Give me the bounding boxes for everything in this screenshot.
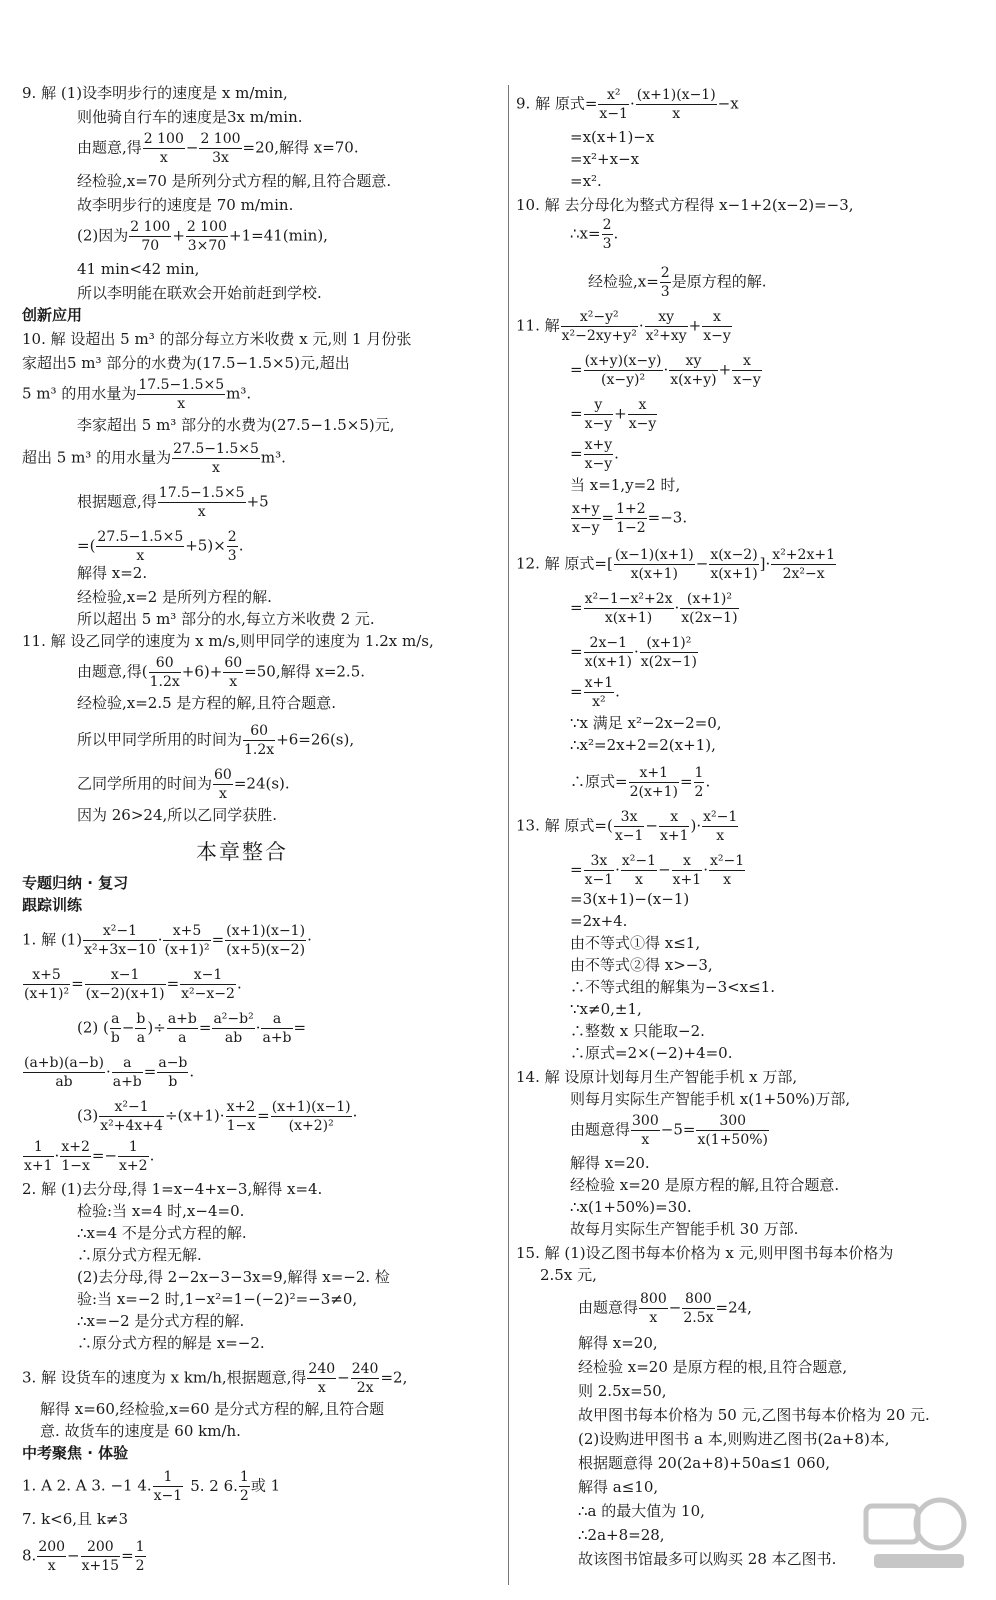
q2-line4: ∴原分式方程无解. <box>77 1246 202 1264</box>
heading-innovation: 创新应用 <box>22 306 83 324</box>
chapter-title: 本章整合 <box>196 840 288 864</box>
q1-line4: $\frac{(a+b)(a-b)}{ab}$ · $\frac{a}{a+b}$ = $\frac{a-b}{b}$ . <box>24 1055 195 1090</box>
r15-line7: 故甲图书每本价格为 50 元,乙图书每本价格为 20 元. <box>578 1406 930 1424</box>
q1-line1: 1. 解 (1) $\frac{\text{x²−1}}{\text{x²+3x−10}}$ · $\frac{x+5}{\text{(x+1)²}}$ = $\frac{(x+1)(x-1)}{(x+5)(x-2)}$ · <box>22 923 312 958</box>
r13-line1: 13. 解 原式=( $\frac{3x}{x-1}$ − $\frac{x}{x+1}$ )· $\frac{\text{x²−1}}{x}$ <box>516 809 738 844</box>
r11-line5: 当 x=1,y=2 时, <box>570 476 681 494</box>
p10-line3: 5 m³ 的用水量为 $\frac{17.5-1.5\times 5}{x}$ m³. <box>22 377 252 412</box>
r10-line1: 10. 解 去分母化为整式方程得 x−1+2(x−2)=−3, <box>516 196 854 214</box>
r15-line5: 经检验 x=20 是原方程的根,且符合题意, <box>578 1358 848 1376</box>
r15-line11: ∴a 的最大值为 10, <box>578 1502 705 1520</box>
q2-line2: 检验:当 x=4 时,x−4=0. <box>77 1202 245 1220</box>
watermark-stamp-icon <box>860 1488 970 1578</box>
answers-line8: 8. $\frac{200}{x}$ − $\frac{200}{x+15}$ = $\frac{1}{2}$ <box>22 1539 145 1574</box>
r9-line3: =x²+x−x <box>570 150 640 168</box>
r15-line6: 则 2.5x=50, <box>578 1382 667 1400</box>
p11-line3: 经检验,x=2.5 是方程的解,且符合题意. <box>77 694 336 712</box>
q2-line6: 验:当 x=−2 时,1−x²=1−(−2)²=−3≠0, <box>77 1290 358 1308</box>
right-column <box>512 0 996 1600</box>
p11-line6: 因为 26>24,所以乙同学获胜. <box>77 806 278 824</box>
r13-line3: =3(x+1)−(x−1) <box>570 890 690 908</box>
p9-line2: 则他骑自行车的速度是3x m/min. <box>77 108 303 126</box>
p10-line9: 经检验,x=2 是所列方程的解. <box>77 588 272 606</box>
r15-line4: 解得 x=20, <box>578 1334 658 1352</box>
r11-line1: 11. 解 $\frac{\text{x²−y²}}{\text{x²−2xy+y²}}$ · $\frac{xy}{\text{x²+xy}}$ + $\frac{x}{x-y}$ <box>516 309 731 344</box>
q2-line8: ∴原分式方程的解是 x=−2. <box>77 1334 265 1352</box>
r15-line9: 根据题意得 20(2a+8)+50a≤1 060, <box>578 1454 831 1472</box>
r11-line6: $\frac{x+y}{x-y}$ = $\frac{1+2}{1-2}$ =−3. <box>572 501 688 536</box>
r11-line3: = $\frac{y}{x-y}$ + $\frac{x}{x-y}$ <box>570 397 657 432</box>
r11-line2: = $\frac{(x+y)(x-y)}{\text{(x−y)²}}$ · $\frac{xy}{x(x+y)}$ + $\frac{x}{x-y}$ <box>570 353 761 388</box>
r13-line4: =2x+4. <box>570 912 628 930</box>
p10-line7: =( $\frac{27.5-1.5\times 5}{x}$ +5)× $\frac{2}{3}$ . <box>77 529 244 564</box>
r9-line2: =x(x+1)−x <box>570 128 655 146</box>
r15-line1: 15. 解 (1)设乙图书每本价格为 x 元,则甲图书每本价格为 <box>516 1244 894 1262</box>
r13-line7: ∴不等式组的解集为−3<x≤1. <box>570 978 776 996</box>
r12-line5: ∵x 满足 x²−2x−2=0, <box>570 714 722 732</box>
r15-line3: 由题意得 $\frac{800}{x}$ − $\frac{800}{2.5x}$ =24, <box>578 1291 752 1326</box>
p9-line7: 41 min<42 min, <box>77 260 200 278</box>
r15-line13: 故该图书馆最多可以购买 28 本乙图书. <box>578 1550 837 1568</box>
q1-line2: $\frac{x+5}{\text{(x+1)²}}$ = $\frac{x-1}{(x-2)(x+1)}$ = $\frac{x-1}{\text{x²−x−2}}$ . <box>24 967 242 1002</box>
p11-line2: 由题意,得( $\frac{60}{1.2x}$ +6)+ $\frac{60}{x}$ =50,解得 x=2.5. <box>77 655 366 690</box>
q3-line2: 解得 x=60,经检验,x=60 是分式方程的解,且符合题 <box>40 1400 385 1418</box>
answers-line1: 1. A 2. A 3. −1 4. $\frac{1}{x-1}$ 5. 2 6. $\frac{1}{2}$ 或 1 <box>22 1469 281 1504</box>
answers-line7: 7. k<6,且 k≠3 <box>22 1510 129 1528</box>
p9-line3: 由题意,得 $\frac{2 100}{x}$ − $\frac{2 100}{3x}$ =20,解得 x=70. <box>77 131 359 166</box>
r14-line2: 则每月实际生产智能手机 x(1+50%)万部, <box>570 1090 851 1108</box>
r12-line2: = $\frac{\text{x²−1−x²+2x}}{x(x+1)}$ · $\frac{\text{(x+1)²}}{x(2x-1)}$ <box>570 591 738 626</box>
r13-line5: 由不等式①得 x≤1, <box>570 934 701 952</box>
r13-line6: 由不等式②得 x>−3, <box>570 956 713 974</box>
r14-line5: 经检验 x=20 是原方程的解,且符合题意. <box>570 1176 840 1194</box>
r10-line3: 经检验,x= $\frac{2}{3}$ 是原方程的解. <box>588 265 767 300</box>
r12-line7: ∴原式= $\frac{x+1}{2(x+1)}$ = $\frac{1}{2}$ . <box>570 765 711 800</box>
column-divider <box>508 85 509 1585</box>
heading-topic-review: 专题归纳 · 复习 <box>22 874 129 892</box>
p11-line1: 11. 解 设乙同学的速度为 x m/s,则甲同学的速度为 1.2x m/s, <box>22 632 434 650</box>
r12-line3: = $\frac{2x-1}{x(x+1)}$ · $\frac{\text{(x+1)²}}{x(2x-1)}$ <box>570 635 697 670</box>
p10-line8: 解得 x=2. <box>77 564 148 582</box>
p10-line4: 李家超出 5 m³ 部分的水费为(27.5−1.5×5)元, <box>77 416 395 434</box>
r14-line3: 由题意得 $\frac{300}{x}$ −5= $\frac{300}{x(1+50\%)}$ <box>570 1113 769 1148</box>
r14-line6: ∴x(1+50%)=30. <box>570 1198 692 1216</box>
r14-line1: 14. 解 设原计划每月生产智能手机 x 万部, <box>516 1068 798 1086</box>
r12-line1: 12. 解 原式=[ $\frac{(x-1)(x+1)}{x(x+1)}$ − $\frac{x(x-2)}{x(x+1)}$ ]· $\frac{\text{x²+2x+1}}{\text{2x²−x}}$ <box>516 547 835 582</box>
q3-line1: 3. 解 设货车的速度为 x km/h,根据题意,得 $\frac{240}{x}$ − $\frac{240}{2x}$ =2, <box>22 1361 408 1396</box>
p10-line6: 根据题意,得 $\frac{17.5-1.5\times 5}{x}$ +5 <box>77 485 269 520</box>
q2-line1: 2. 解 (1)去分母,得 1=x−4+x−3,解得 x=4. <box>22 1180 323 1198</box>
r9-line1: 9. 解 原式= $\frac{\text{x²}}{x-1}$ · $\frac{(x+1)(x-1)}{x}$ −x <box>516 87 739 122</box>
r13-line10: ∴原式=2×(−2)+4=0. <box>570 1044 733 1062</box>
p11-line5: 乙同学所用的时间为 $\frac{60}{x}$ =24(s). <box>77 767 290 802</box>
q1-line3: (2) ( $\frac{a}{b}$ − $\frac{b}{a}$ )÷ $\frac{a+b}{a}$ = $\frac{\text{a²−b²}}{ab}$ · $\frac{a}{a+b}$ = <box>77 1011 307 1046</box>
q1-line6: $\frac{1}{x+1}$ · $\frac{x+2}{1-x}$ =− $\frac{1}{x+2}$ . <box>24 1139 155 1174</box>
p9-line6: (2)因为 $\frac{2 100}{70}$ + $\frac{2 100}{3\times 70}$ +1=41(min), <box>77 219 328 254</box>
q2-line7: ∴x=−2 是分式方程的解. <box>77 1312 245 1330</box>
r15-line8: (2)设购进甲图书 a 本,则购进乙图书(2a+8)本, <box>578 1430 890 1448</box>
r13-line2: = $\frac{3x}{x-1}$ · $\frac{\text{x²−1}}{x}$ − $\frac{x}{x+1}$ · $\frac{\text{x²−1}}{x}$ <box>570 853 745 888</box>
r12-line6: ∴x²=2x+2=2(x+1), <box>570 736 716 754</box>
r10-line2: ∴x= $\frac{2}{3}$ . <box>570 217 619 252</box>
r11-line4: = $\frac{x+y}{x-y}$ . <box>570 437 619 472</box>
r15-line2: 2.5x 元, <box>540 1266 597 1284</box>
r13-line8: ∵x≠0,±1, <box>570 1000 642 1018</box>
heading-exam-focus: 中考聚焦 · 体验 <box>22 1444 129 1462</box>
r9-line4: =x². <box>570 172 602 190</box>
p10-line1: 10. 解 设超出 5 m³ 的部分每立方米收费 x 元,则 1 月份张 <box>22 330 412 348</box>
p10-line5: 超出 5 m³ 的用水量为 $\frac{27.5-1.5\times 5}{x}$ m³. <box>22 441 286 476</box>
p9-line8: 所以李明能在联欢会开始前赶到学校. <box>77 284 322 302</box>
q2-line5: (2)去分母,得 2−2x−3−3x=9,解得 x=−2. 检 <box>77 1268 390 1286</box>
q3-line3: 意. 故货车的速度是 60 km/h. <box>40 1422 241 1440</box>
q1-line5: (3) $\frac{\text{x²−1}}{\text{x²+4x+4}}$ ÷(x+1)· $\frac{x+2}{1-x}$ = $\frac{(x+1)(x-1)}{\text{(x+2)²}}$ · <box>77 1099 358 1134</box>
r15-line12: ∴2a+8=28, <box>578 1526 665 1544</box>
r14-line7: 故每月实际生产智能手机 30 万部. <box>570 1220 799 1238</box>
r13-line9: ∴整数 x 只能取−2. <box>570 1022 705 1040</box>
p11-line4: 所以甲同学所用的时间为 $\frac{60}{1.2x}$ +6=26(s), <box>77 723 355 758</box>
p10-line2: 家超出5 m³ 部分的水费为(17.5−1.5×5)元,超出 <box>22 354 350 372</box>
r14-line4: 解得 x=20. <box>570 1154 650 1172</box>
p10-line10: 所以超出 5 m³ 部分的水,每立方米收费 2 元. <box>77 610 375 628</box>
heading-tracking-training: 跟踪训练 <box>22 896 83 914</box>
r15-line10: 解得 a≤10, <box>578 1478 659 1496</box>
p9-line5: 故李明步行的速度是 70 m/min. <box>77 196 294 214</box>
p9-line1: 9. 解 (1)设李明步行的速度是 x m/min, <box>22 84 288 102</box>
p9-line4: 经检验,x=70 是所列分式方程的解,且符合题意. <box>77 172 392 190</box>
r12-line4: = $\frac{x+1}{\text{x²}}$ . <box>570 675 620 710</box>
q2-line3: ∴x=4 不是分式方程的解. <box>77 1224 247 1242</box>
